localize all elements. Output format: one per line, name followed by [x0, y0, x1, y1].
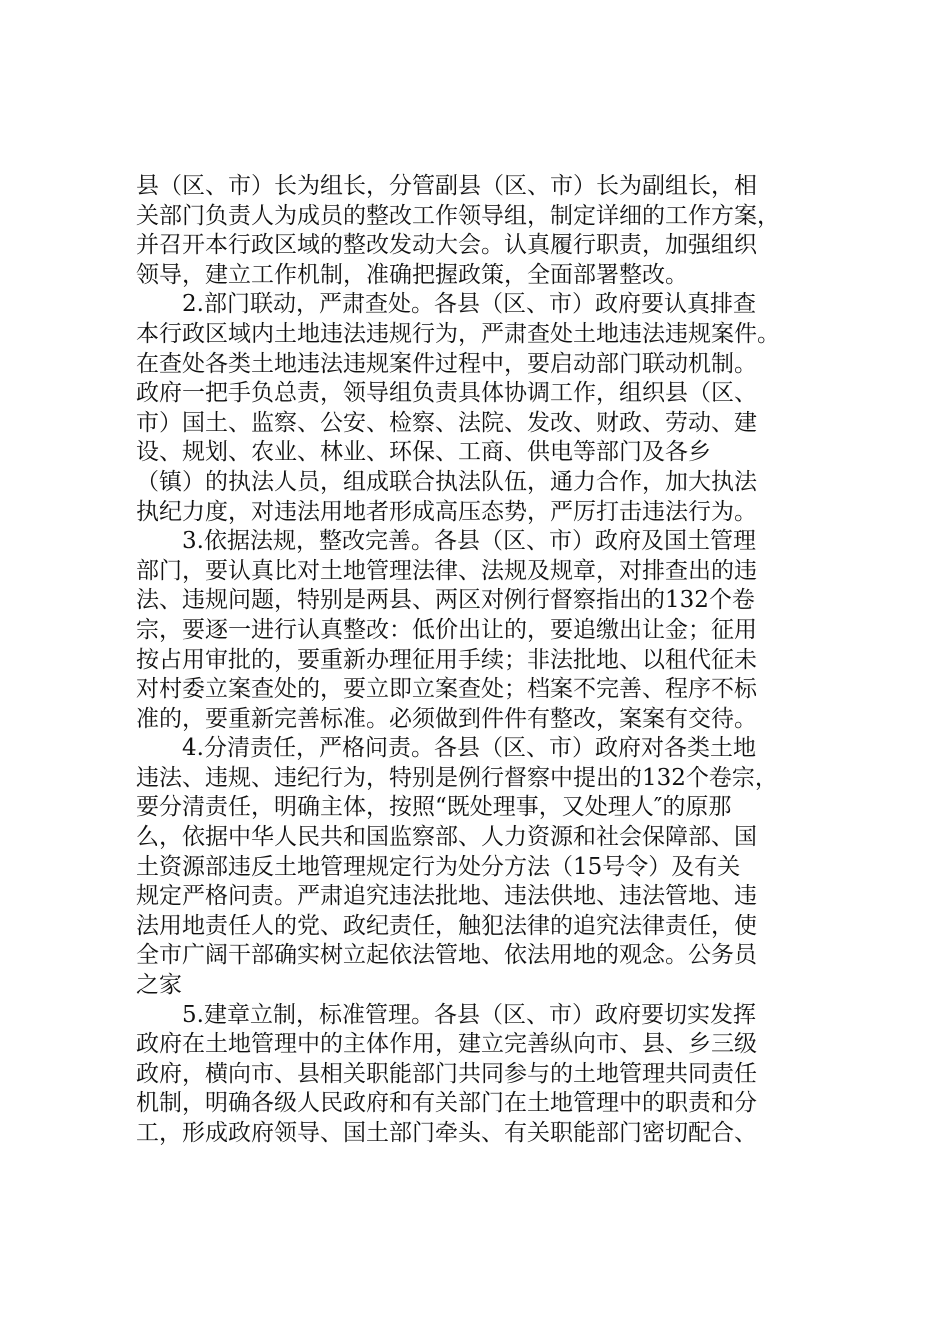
text-line: 执纪力度，对违法用地者形成高压态势，严厉打击违法行为。 — [136, 498, 757, 525]
text-line: 在查处各类土地违法违规案件过程中，要启动部门联动机制。 — [136, 350, 757, 377]
document-body — [136, 172, 836, 1149]
text-line: 法、违规问题，特别是两县、两区对例行督察指出的132个卷 — [136, 587, 755, 614]
text-line: 全市广阔干部确实树立起依法管地、依法用地的观念。公务员 — [136, 942, 757, 969]
text-line: 土资源部违反土地管理规定行为处分方法（15号令）及有关 — [136, 853, 741, 880]
text-line: 3.依据法规，整改完善。各县（区、市）政府及国土管理 — [182, 528, 756, 555]
text-line: 么，依据中华人民共和国监察部、人力资源和社会保障部、国 — [136, 824, 757, 851]
text-line: 机制，明确各级人民政府和有关部门在土地管理中的职责和分 — [136, 1090, 757, 1117]
text-line: 并召开本行政区域的整改发动大会。认真履行职责，加强组织 — [136, 232, 757, 259]
text-line: 领导，建立工作机制，准确把握政策，全面部署整改。 — [136, 261, 688, 288]
text-line: 工，形成政府领导、国土部门牵头、有关职能部门密切配合、 — [136, 1120, 757, 1146]
text-line: 4.分清责任，严格问责。各县（区、市）政府对各类土地 — [182, 735, 756, 762]
text-line: 部门，要认真比对土地管理法律、法规及规章，对排查出的违 — [136, 557, 757, 584]
text-line: 2.部门联动，严肃查处。各县（区、市）政府要认真排查 — [182, 291, 756, 318]
text-line: 关部门负责人为成员的整改工作领导组，制定详细的工作方案， — [136, 202, 780, 229]
text-line: 本行政区域内土地违法违规行为，严肃查处土地违法违规案件。 — [136, 320, 780, 347]
text-line: 法用地责任人的党、政纪责任，触犯法律的追究法律责任，使 — [136, 912, 757, 939]
text-line: 市）国土、监察、公安、检察、法院、发改、财政、劳动、建 — [136, 409, 757, 436]
text-line: 政府一把手负总责，领导组负责具体协调工作，组织县（区、 — [136, 380, 757, 407]
text-line: 之家 — [136, 972, 182, 999]
text-line: 对村委立案查处的，要立即立案查处；档案不完善、程序不标 — [136, 676, 757, 703]
text-line: 规定严格问责。严肃追究违法批地、违法供地、违法管地、违 — [136, 883, 757, 910]
text-line: 宗，要逐一进行认真整改：低价出让的，要追缴出让金；征用 — [136, 616, 757, 643]
text-line: （镇）的执法人员，组成联合执法队伍，通力合作，加大执法 — [136, 468, 757, 495]
text-line: 要分清责任，明确主体，按照“既处理事，又处理人″的原那 — [136, 794, 732, 821]
text-line: 违法、违规、违纪行为，特别是例行督察中提出的132个卷宗， — [136, 764, 778, 791]
text-line: 政府在土地管理中的主体作用，建立完善纵向市、县、乡三级 — [136, 1031, 757, 1058]
text-line: 设、规划、农业、林业、环保、工商、供电等部门及各乡 — [136, 439, 711, 466]
text-line: 政府，横向市、县相关职能部门共同参与的土地管理共同责任 — [136, 1060, 757, 1087]
text-line: 按占用审批的，要重新办理征用手续；非法批地、以租代征未 — [136, 646, 757, 673]
text-line: 准的，要重新完善标准。必须做到件件有整改，案案有交待。 — [136, 705, 757, 732]
text-line: 5.建章立制，标准管理。各县（区、市）政府要切实发挥 — [182, 1001, 756, 1028]
text-line: 县（区、市）长为组长，分管副县（区、市）长为副组长，相 — [136, 173, 757, 199]
